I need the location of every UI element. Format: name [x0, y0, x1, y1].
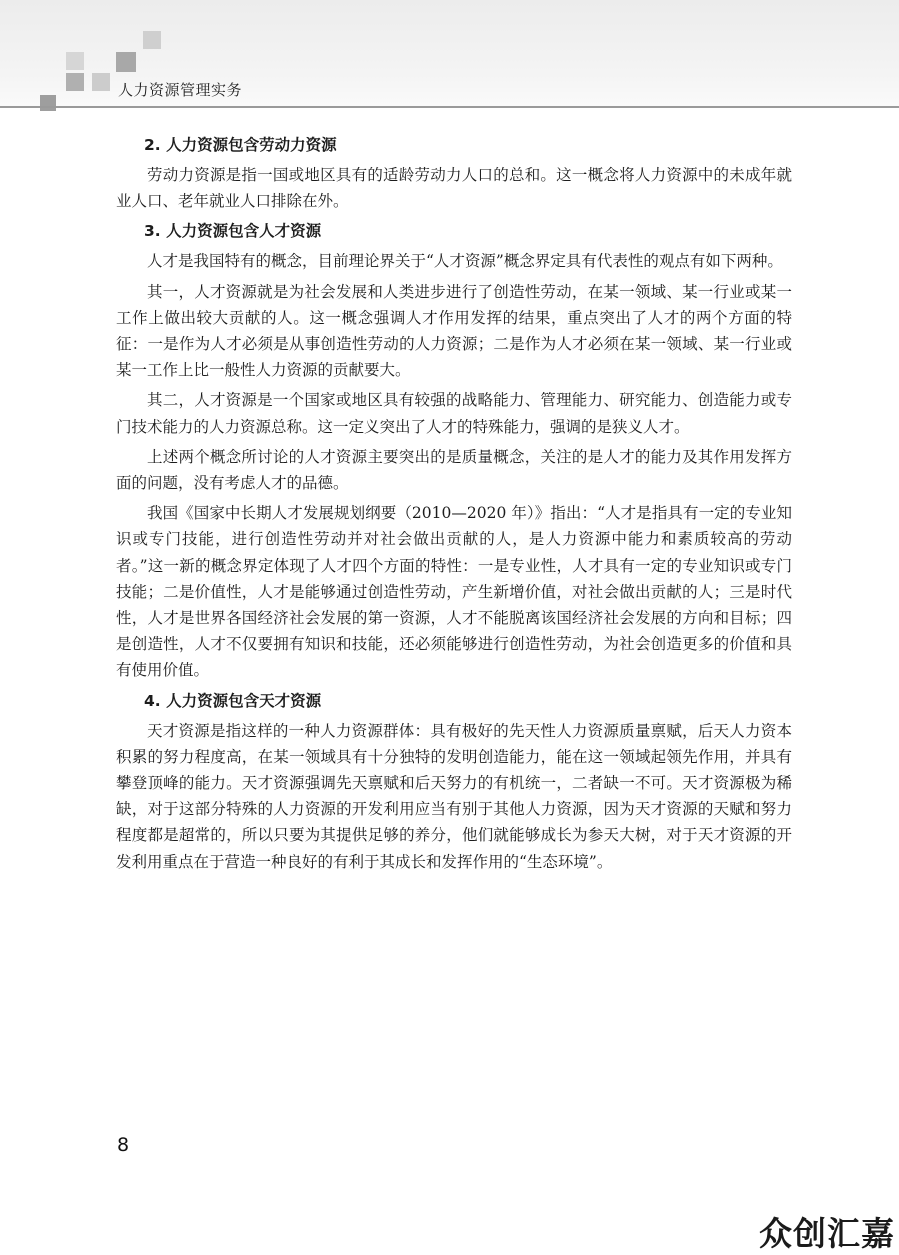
- paragraph: 其一，人才资源就是为社会发展和人类进步进行了创造性劳动，在某一领域、某一行业或某一工作上做出较大贡献的人。这一概念强调人才作用发挥的结果，重点突出了人才的两个方面的特征：一是作为人才必须是从事创造性劳动的人力资源；二是作为人才必须在某一领域、某一行业或某一工作上比一般性人力资源的贡献要大。: [116, 282, 792, 380]
- paragraph: 我国《国家中长期人才发展规划纲要（2010—2020 年）》指出：“人才是指具有一定的专业知识或专门技能，进行创造性劳动并对社会做出贡献的人，是人力资源中能力和素质较高的劳动者。”这一新的概念界定体现了人才四个方面的特性：一是专业性，人才具有一定的专业知识或专门技能；二是价值性，人才是能够通过创造性劳动，产生新增价值，对社会做出贡献的人；三是时代性，人才是世界各国经济社会发展的第一资源，人才不能脱离该国经济社会发展的方向和目标；四是创造性，人才不仅要拥有知识和技能，还必须能够进行创造性劳动，为社会创造更多的价值和具有使用价值。: [116, 504, 792, 680]
- header-title: 人力资源管理实务: [118, 81, 243, 99]
- paragraph: 天才资源是指这样的一种人力资源群体：具有极好的先天性人力资源质量禀赋，后天人力资本积累的努力程度高，在某一领域具有十分独特的发明创造能力，能在这一领域起领先作用，并具有攀登顶峰的能力。天才资源强调先天禀赋和后天努力的有机统一，二者缺一不可。天才资源极为稀缺，对于这部分特殊的人力资源的开发利用应当有别于其他人力资源，因为天才资源的天赋和努力程度都是超常的，所以只要为其提供足够的养分，他们就能够成长为参天大树，对于天才资源的开发利用重点在于营造一种良好的有利于其成长和发挥作用的“生态环境”。: [116, 721, 792, 871]
- paragraph: 劳动力资源是指一国或地区具有的适龄劳动力人口的总和。这一概念将人力资源中的未成年就业人口、老年就业人口排除在外。: [116, 166, 792, 211]
- section-heading: 3. 人力资源包含人才资源: [144, 222, 322, 241]
- header-rule: [0, 106, 899, 108]
- section-heading: 2. 人力资源包含劳动力资源: [144, 136, 337, 154]
- paragraph: 上述两个概念所讨论的人才资源主要突出的是质量概念，关注的是人才的能力及其作用发挥方面的问题，没有考虑人才的品德。: [116, 447, 792, 493]
- page-content: [116, 132, 792, 879]
- header-decor-square: [143, 31, 161, 49]
- watermark: 众创汇嘉: [759, 1214, 895, 1253]
- header-decor-square: [66, 73, 84, 91]
- header-decor-square: [66, 52, 84, 70]
- paragraph: 其二，人才资源是一个国家或地区具有较强的战略能力、管理能力、研究能力、创造能力或专门技术能力的人力资源总称。这一定义突出了人才的特殊能力，强调的是狭义人才。: [116, 391, 792, 436]
- section-heading: 4. 人力资源包含天才资源: [144, 691, 322, 710]
- header-decor-square: [92, 73, 110, 91]
- header-decor-square: [116, 52, 136, 72]
- header-decor-square: [40, 95, 56, 111]
- page-number: 8: [117, 1134, 130, 1156]
- paragraph: 人才是我国特有的概念，目前理论界关于“人才资源”概念界定具有代表性的观点有如下两种。: [147, 252, 783, 271]
